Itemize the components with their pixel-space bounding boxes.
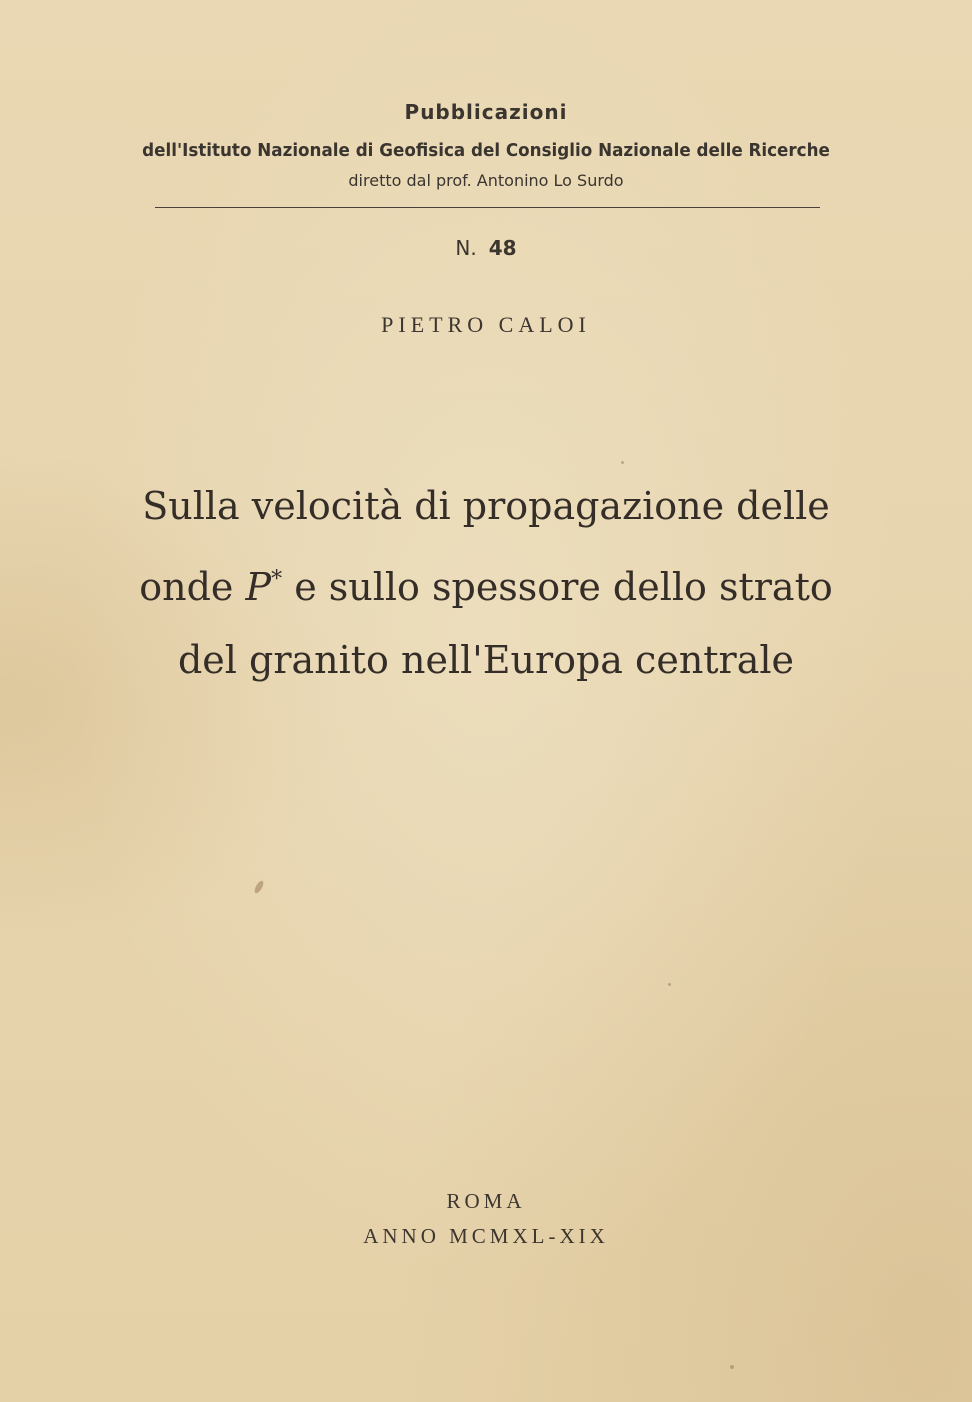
paper-blemish <box>621 461 624 464</box>
paper-blemish <box>730 1365 734 1369</box>
title-line-2-start: onde <box>139 565 234 609</box>
number-value: 48 <box>488 236 517 260</box>
title-line-2 <box>120 543 852 624</box>
institute-name: dell'Istituto Nazionale di Geofisica del Consiglio Nazionale delle Ricerche <box>142 140 830 161</box>
number-label: N. <box>455 236 477 260</box>
title-line-3: del granito nell'Europa centrale <box>177 638 795 682</box>
p-symbol: P <box>245 565 272 609</box>
imprint-year: ANNO MCMXL-XIX <box>363 1224 609 1248</box>
paper-blemish <box>253 879 265 894</box>
series-title: Pubblicazioni <box>404 100 568 124</box>
title-line-2-end: e sullo spessore dello strato <box>294 565 833 609</box>
title-line-1: Sulla velocità di propagazione delle <box>142 484 830 528</box>
header-divider <box>155 207 820 208</box>
star-superscript: * <box>271 567 283 592</box>
paper-blemish <box>668 983 671 986</box>
author-name: PIETRO CALOI <box>381 312 591 337</box>
publication-number <box>0 236 972 260</box>
p-star-symbol <box>246 565 283 609</box>
document-title <box>120 470 852 697</box>
director-line: diretto dal prof. Antonino Lo Surdo <box>348 171 624 190</box>
imprint-place: ROMA <box>446 1189 526 1213</box>
